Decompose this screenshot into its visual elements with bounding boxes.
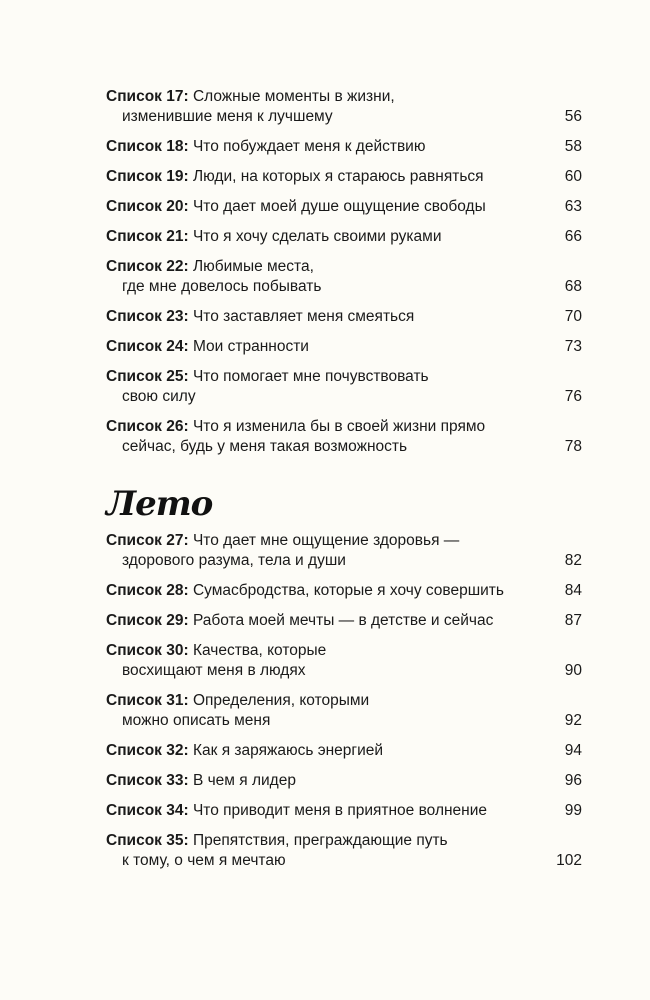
toc-entry[interactable] xyxy=(106,307,582,327)
toc-entry-line xyxy=(106,661,582,681)
toc-entry[interactable] xyxy=(106,691,582,731)
toc-entry-line xyxy=(106,107,582,127)
toc-entry-line xyxy=(106,531,582,551)
toc-entry-text-wrap xyxy=(106,227,442,247)
toc-entry-page-number: 92 xyxy=(564,712,582,729)
toc-entry-line xyxy=(106,417,582,437)
toc-entry[interactable] xyxy=(106,741,582,761)
toc-entry-title: Что помогает мне почувствовать xyxy=(192,368,429,385)
toc-entry-text-wrap xyxy=(122,661,306,681)
toc-entry-page-number: 99 xyxy=(564,802,582,819)
toc-entry-title: Как я заряжаюсь энергией xyxy=(192,742,384,759)
toc-entry-title: можно описать меня xyxy=(122,712,271,729)
toc-entry-text-wrap xyxy=(106,417,485,437)
toc-entry-page-number: 87 xyxy=(564,612,582,629)
toc-entry-title: Что приводит меня в приятное волнение xyxy=(192,802,488,819)
toc-summer-section xyxy=(106,531,582,881)
toc-entry-label: Список 35: xyxy=(106,832,189,849)
toc-entry-line xyxy=(106,387,582,407)
toc-entry-line xyxy=(106,367,582,387)
toc-entry-label: Список 23: xyxy=(106,308,189,325)
toc-entry[interactable] xyxy=(106,167,582,187)
toc-entry-page-number: 70 xyxy=(564,308,582,325)
toc-entry-title: Что дает моей душе ощущение свободы xyxy=(192,198,486,215)
toc-entry-label: Список 32: xyxy=(106,742,189,759)
toc-entry[interactable] xyxy=(106,801,582,821)
toc-entry[interactable] xyxy=(106,367,582,407)
toc-entry-label: Список 27: xyxy=(106,532,189,549)
toc-entry-text-wrap xyxy=(106,611,493,631)
toc-entry-page-number: 76 xyxy=(564,388,582,405)
toc-entry-label: Список 21: xyxy=(106,228,189,245)
toc-entry-text-wrap xyxy=(106,581,504,601)
toc-entry-line xyxy=(106,137,582,157)
toc-entry-label: Список 28: xyxy=(106,582,189,599)
toc-entry-page-number: 90 xyxy=(564,662,582,679)
toc-entry-line xyxy=(106,851,582,871)
toc-entry-title: Сумасбродства, которые я хочу совершить xyxy=(192,582,504,599)
toc-entry-title: Качества, которые xyxy=(192,642,327,659)
toc-entry[interactable] xyxy=(106,581,582,601)
toc-entry-line xyxy=(106,197,582,217)
toc-entry[interactable] xyxy=(106,337,582,357)
toc-entry-text-wrap xyxy=(122,711,270,731)
toc-entry-title: Что заставляет меня смеяться xyxy=(192,308,415,325)
toc-entry-text-wrap xyxy=(106,167,484,187)
toc-entry-title: Что я изменила бы в своей жизни прямо xyxy=(192,418,486,435)
toc-entry[interactable] xyxy=(106,87,582,127)
toc-entry-line xyxy=(106,277,582,297)
toc-entry-line xyxy=(106,801,582,821)
toc-entry[interactable] xyxy=(106,137,582,157)
toc-entry-text-wrap xyxy=(106,531,459,551)
toc-entry-line xyxy=(106,611,582,631)
toc-entry-title: сейчас, будь у меня такая возможность xyxy=(122,438,408,455)
section-title-summer: Лето xyxy=(106,484,213,524)
toc-entry-text-wrap xyxy=(106,87,395,107)
toc-entry-page-number: 73 xyxy=(564,338,582,355)
toc-entry-page-number: 66 xyxy=(564,228,582,245)
toc-entry-text-wrap xyxy=(122,437,407,457)
toc-entry-text-wrap xyxy=(106,691,369,711)
toc-entry-label: Список 34: xyxy=(106,802,189,819)
toc-entry-line xyxy=(106,691,582,711)
toc-entry-line xyxy=(106,741,582,761)
toc-entry-label: Список 25: xyxy=(106,368,189,385)
toc-entry-label: Список 30: xyxy=(106,642,189,659)
toc-entry-page-number: 58 xyxy=(564,138,582,155)
toc-entry-page-number: 56 xyxy=(564,108,582,125)
toc-entry-line xyxy=(106,87,582,107)
toc-entry-text-wrap xyxy=(122,551,346,571)
toc-entry-label: Список 20: xyxy=(106,198,189,215)
toc-entry-title: Что побуждает меня к действию xyxy=(192,138,426,155)
toc-entry-text-wrap xyxy=(106,367,429,387)
toc-entry-title: Любимые места, xyxy=(192,258,314,275)
toc-entry-line xyxy=(106,337,582,357)
toc-entry-line xyxy=(106,437,582,457)
toc-entry-line xyxy=(106,711,582,731)
toc-entry-title: Определения, которыми xyxy=(192,692,370,709)
toc-entry-title: Что я хочу сделать своими руками xyxy=(192,228,442,245)
toc-entry-text-wrap xyxy=(106,801,487,821)
toc-entry-page-number: 94 xyxy=(564,742,582,759)
toc-entry-title: Работа моей мечты — в детстве и сейчас xyxy=(192,612,494,629)
toc-entry-text-wrap xyxy=(106,641,326,661)
toc-entry[interactable] xyxy=(106,641,582,681)
toc-entry-page-number: 63 xyxy=(564,198,582,215)
toc-entry-title: Препятствия, преграждающие путь xyxy=(192,832,448,849)
toc-entry-line xyxy=(106,641,582,661)
toc-entry-page-number: 78 xyxy=(564,438,582,455)
toc-entry-page-number: 96 xyxy=(564,772,582,789)
toc-entry-label: Список 29: xyxy=(106,612,189,629)
toc-entry[interactable] xyxy=(106,611,582,631)
toc-entry-line xyxy=(106,257,582,277)
toc-entry-title: где мне довелось побывать xyxy=(122,278,322,295)
toc-entry-title: Сложные моменты в жизни, xyxy=(192,88,395,105)
toc-entry-line xyxy=(106,167,582,187)
toc-entry-line xyxy=(106,551,582,571)
toc-entry-text-wrap xyxy=(106,337,309,357)
toc-entry-line xyxy=(106,831,582,851)
toc-entry-text-wrap xyxy=(106,197,486,217)
toc-entry-title: Мои странности xyxy=(192,338,309,355)
toc-entry[interactable] xyxy=(106,531,582,571)
toc-entry-page-number: 68 xyxy=(564,278,582,295)
toc-entry[interactable] xyxy=(106,417,582,457)
toc-entry-text-wrap xyxy=(106,257,314,277)
toc-entry[interactable] xyxy=(106,831,582,871)
toc-entry[interactable] xyxy=(106,771,582,791)
toc-entry-title: свою силу xyxy=(122,388,196,405)
toc-entry-label: Список 31: xyxy=(106,692,189,709)
toc-spring-section xyxy=(106,87,582,467)
toc-entry-title: Что дает мне ощущение здоровья — xyxy=(192,532,460,549)
toc-entry-text-wrap xyxy=(106,741,383,761)
toc-entry-label: Список 18: xyxy=(106,138,189,155)
toc-entry-title: изменившие меня к лучшему xyxy=(122,108,333,125)
toc-entry-line xyxy=(106,771,582,791)
toc-entry-page-number: 84 xyxy=(564,582,582,599)
toc-entry[interactable] xyxy=(106,227,582,247)
toc-entry-text-wrap xyxy=(122,851,286,871)
toc-entry-text-wrap xyxy=(122,107,333,127)
toc-entry-text-wrap xyxy=(106,137,425,157)
toc-entry-page-number: 102 xyxy=(556,852,582,869)
toc-entry-line xyxy=(106,227,582,247)
toc-entry-label: Список 22: xyxy=(106,258,189,275)
toc-entry-text-wrap xyxy=(106,831,448,851)
toc-entry-line xyxy=(106,307,582,327)
toc-entry-text-wrap xyxy=(122,277,321,297)
toc-entry-title: Люди, на которых я стараюсь равняться xyxy=(192,168,484,185)
toc-entry-title: восхищают меня в людях xyxy=(122,662,306,679)
toc-entry-label: Список 17: xyxy=(106,88,189,105)
toc-entry-page-number: 82 xyxy=(564,552,582,569)
toc-entry-text-wrap xyxy=(106,307,414,327)
toc-entry-text-wrap xyxy=(122,387,196,407)
toc-entry-label: Список 19: xyxy=(106,168,189,185)
toc-entry-line xyxy=(106,581,582,601)
toc-entry-text-wrap xyxy=(106,771,296,791)
toc-entry-label: Список 33: xyxy=(106,772,189,789)
toc-entry-title: здорового разума, тела и души xyxy=(122,552,346,569)
toc-entry-title: к тому, о чем я мечтаю xyxy=(122,852,286,869)
toc-entry-label: Список 24: xyxy=(106,338,189,355)
toc-entry[interactable] xyxy=(106,197,582,217)
toc-entry-page-number: 60 xyxy=(564,168,582,185)
toc-entry[interactable] xyxy=(106,257,582,297)
toc-entry-title: В чем я лидер xyxy=(192,772,296,789)
toc-entry-label: Список 26: xyxy=(106,418,189,435)
